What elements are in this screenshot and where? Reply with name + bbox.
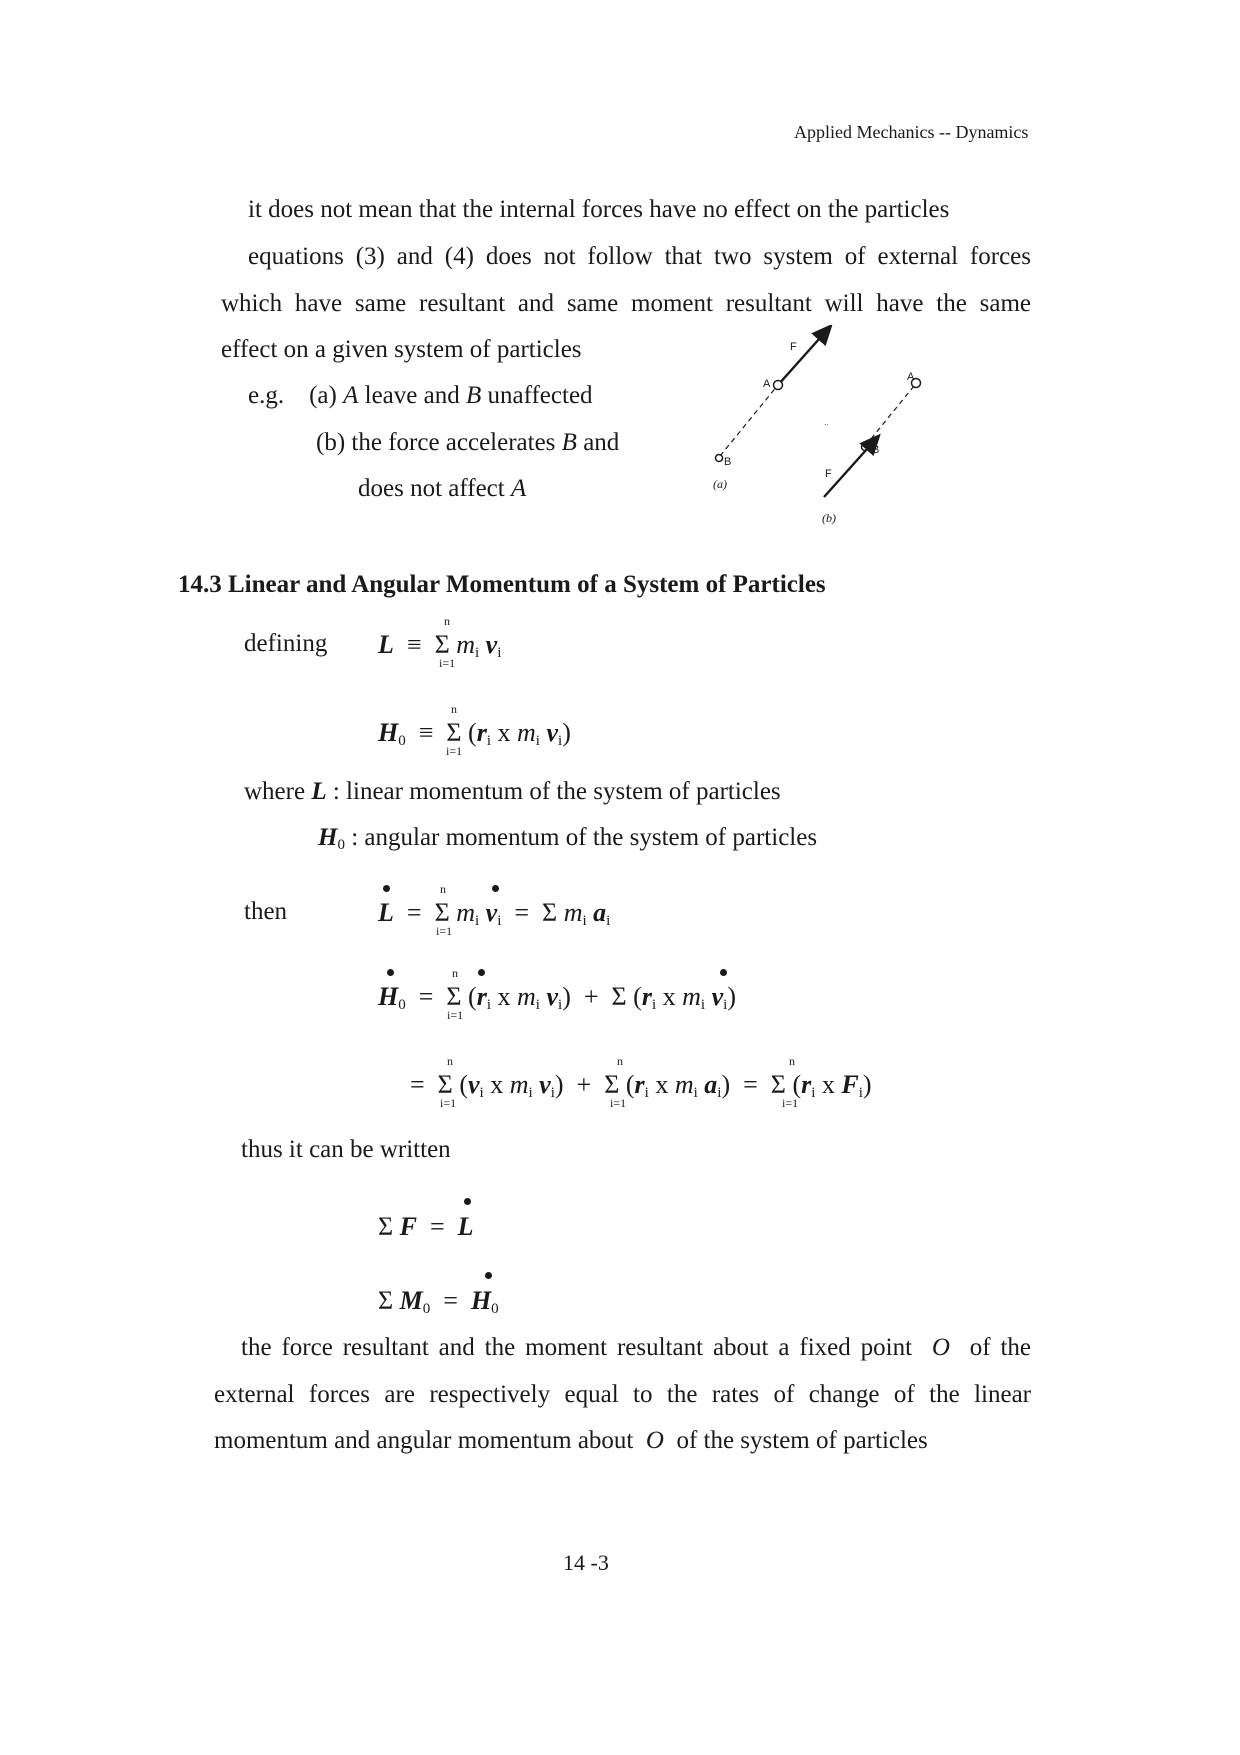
label-F-b: F — [825, 468, 832, 480]
limit-n: n — [444, 614, 450, 628]
time-derivative-dot — [720, 969, 727, 976]
example-a-mid: leave and — [364, 382, 460, 409]
eq-H0-dot: $H_0 = \Sigma$ ($r_i$ x $m_i$ $v_i) + \Sigma$ ($r_i$ x $m_i$ $v_i$) — [378, 982, 736, 1013]
limit-i1: i=1 — [440, 1096, 457, 1110]
intro-line-3: which have same resultant and same moment resultant will have the same — [221, 290, 1031, 317]
example-b — [316, 429, 619, 457]
page-number: 14 -3 — [563, 1550, 609, 1575]
dashed-line-b — [866, 386, 914, 445]
eq-H0-definition: $H_0 \equiv \Sigma$ ($r_i$ x $m_i$ $v_i$) — [378, 718, 571, 749]
example-b-label: (b) — [316, 429, 346, 456]
var-A: A — [510, 475, 527, 502]
limit-i1: i=1 — [782, 1096, 799, 1110]
label-B-b: B — [872, 444, 880, 456]
limit-n: n — [789, 1054, 795, 1068]
time-derivative-dot — [387, 969, 394, 976]
eq-sum-M0: Σ $M_0 = H_0$ — [378, 1286, 499, 1317]
intro-line-2: equations (3) and (4) does not follow that two system of external forces — [248, 243, 1031, 270]
section-title: 14.3 Linear and Angular Momentum of a System of Particles — [178, 571, 826, 598]
var-B: B — [561, 429, 577, 456]
conclusion-line-2: external forces are respectively equal to the rates of change of the linear — [214, 1381, 1031, 1408]
limit-i1: i=1 — [439, 656, 456, 670]
particle-a-A — [774, 381, 783, 390]
label-A-b: A — [907, 371, 915, 383]
limit-n: n — [447, 1054, 453, 1068]
limit-n: n — [451, 702, 457, 716]
force-figure — [700, 325, 940, 530]
example-a-label: (a) — [309, 382, 337, 409]
thus-line: thus it can be written — [241, 1136, 451, 1163]
eq-sum-F: Σ F = L — [378, 1212, 474, 1241]
force-arrow-b — [824, 439, 876, 497]
eq-L-dot: L = Σ $m_i$ $v_i = \Sigma$ $m_i$ $a_i$ — [378, 898, 611, 929]
time-derivative-dot — [464, 1198, 471, 1205]
where-line-L: where L : linear momentum of the system of particles — [244, 778, 781, 805]
limit-n: n — [440, 882, 446, 896]
example-b-line2-text: does not affect — [358, 475, 505, 502]
example-b-and: and — [583, 429, 620, 456]
limit-n: n — [617, 1054, 623, 1068]
limit-i1: i=1 — [436, 924, 453, 938]
time-derivative-dot — [383, 885, 390, 892]
example-a — [248, 382, 593, 410]
particle-a-B — [716, 455, 723, 462]
eg-label: e.g. — [248, 382, 285, 409]
conclusion-line-1: the force resultant and the moment resultant about a fixed point O of the — [241, 1334, 1032, 1361]
example-a-end: unaffected — [487, 382, 593, 409]
then-label: then — [244, 898, 288, 925]
time-derivative-dot — [478, 969, 485, 976]
limit-i1: i=1 — [610, 1096, 627, 1110]
intro-line-4: effect on a given system of particles — [221, 336, 582, 363]
dashed-line-a — [720, 385, 778, 456]
caption-a: (a) — [713, 477, 727, 491]
caption-b: (b) — [822, 511, 836, 525]
limit-i1: i=1 — [446, 744, 463, 758]
time-derivative-dot — [485, 1272, 492, 1279]
running-header: Applied Mechanics -- Dynamics — [794, 122, 1029, 142]
eq-L-definition: L ≡ Σ $m_i$ $v_i$ — [378, 630, 502, 661]
conclusion-line-3: momentum and angular momentum about O of the system of particles — [214, 1427, 928, 1454]
label-B-a: B — [724, 456, 732, 468]
where-line-H: $H_0$ : angular momentum of the system of particles — [318, 824, 818, 853]
limit-i1: i=1 — [447, 1008, 464, 1022]
svg-text:..: .. — [824, 418, 829, 427]
time-derivative-dot — [492, 885, 499, 892]
label-A-a: A — [763, 378, 771, 390]
intro-line-1: it does not mean that the internal forces have no effect on the particles — [248, 196, 950, 223]
var-B: B — [465, 382, 482, 409]
eq-H0-dot-expanded: = Σ ($v_i$ x $m_i$ $v_i) + \Sigma$ ($r_i$ x $m_i$ $a_i) = \Sigma$ ($r_i$ x $F_i$) — [410, 1070, 872, 1101]
limit-n: n — [452, 966, 458, 980]
var-A: A — [343, 382, 359, 409]
example-b-line2 — [358, 475, 526, 503]
defining-label: defining — [244, 630, 328, 657]
example-b-text: the force accelerates — [351, 429, 556, 456]
label-F-a: F — [790, 341, 797, 353]
force-arrow-a — [778, 329, 828, 385]
